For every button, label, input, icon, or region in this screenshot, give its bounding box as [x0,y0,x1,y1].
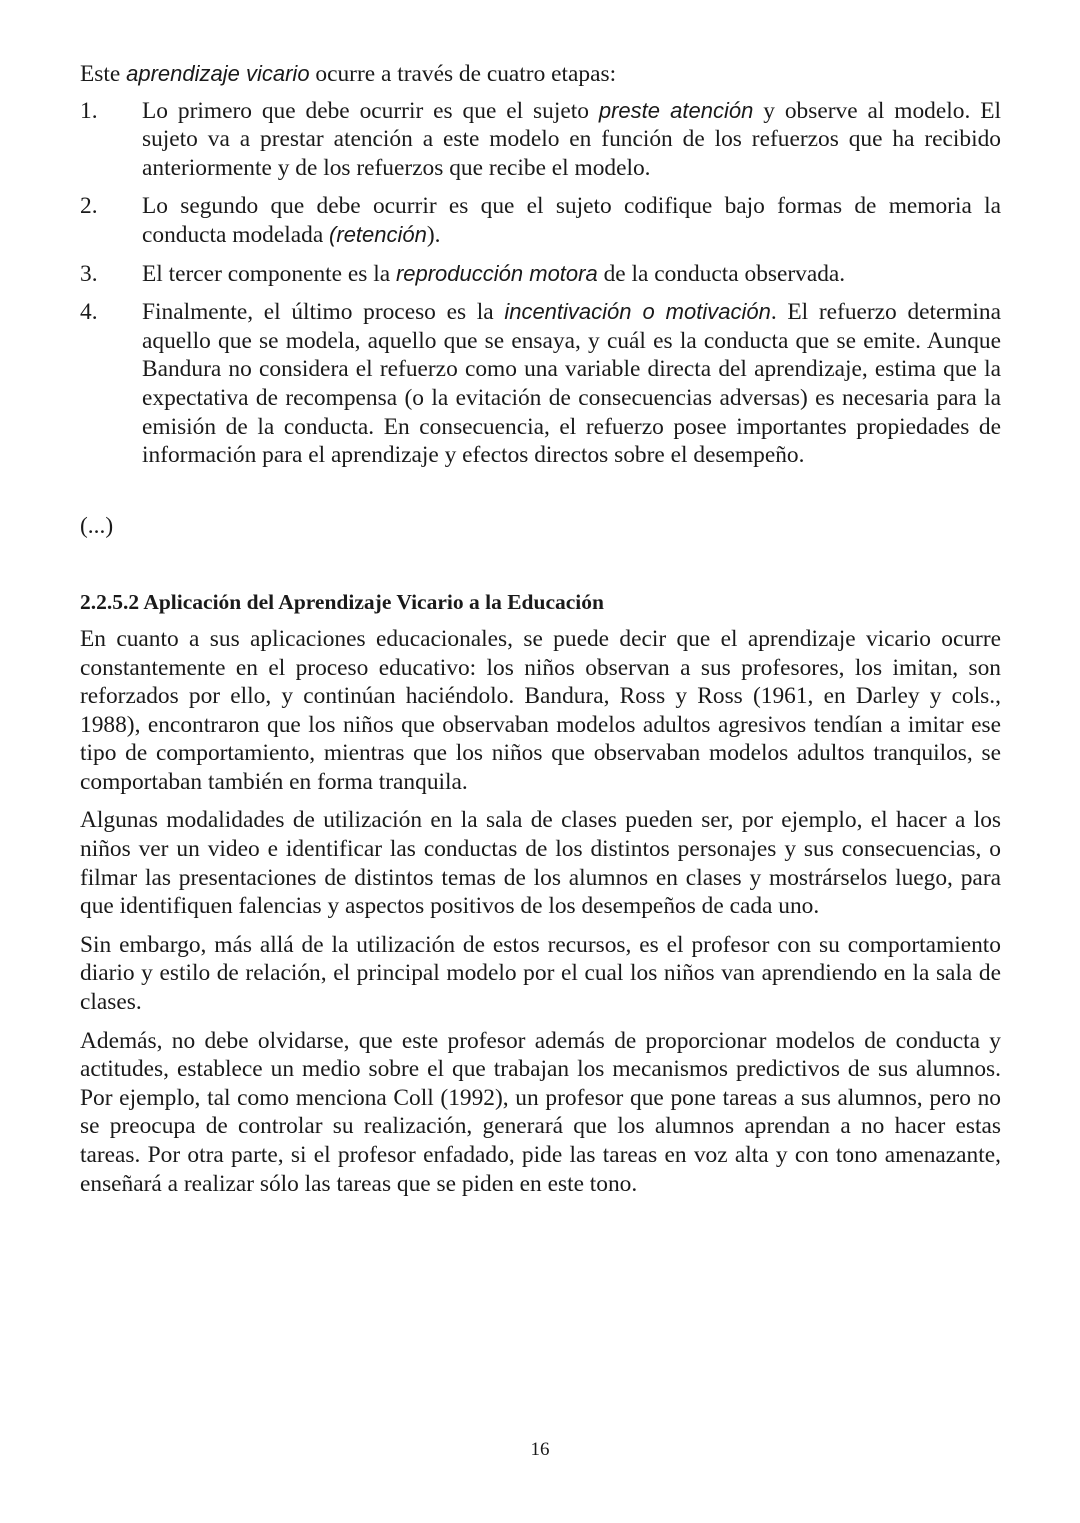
omission-marker: (...) [80,512,114,539]
list-item-number: 2. [80,193,98,220]
page-number: 16 [530,1439,550,1460]
section-heading: 2.2.5.2 Aplicación del Aprendizaje Vicario a la Educación [80,590,604,615]
list-item-italic-term: incentivación o motivación [504,299,771,325]
list-item-italic-term: reproducción motora [395,260,598,286]
stages-list [80,97,1001,470]
list-item-number: 3. [80,260,98,287]
list-item-text-before: Lo primero que debe ocurrir es que el sujeto [142,97,599,124]
intro-italic-term: aprendizaje vicario [126,61,310,86]
body-paragraph: En cuanto a sus aplicaciones educacionales, se puede decir que el aprendizaje vicario ocurre constantemente en el proceso educativo: los niños observan a sus profesores, los imitan, son reforzados por ello, y continúan haciéndolo. Bandura, Ross y Ross (1961, en Darley y cols., 1988), encontraron que los niños que observaban modelos adultos agresivos tendían a imitar ese tipo de comportamiento, mientras que los niños que observaban modelos adultos tranquilos, se comportaban también en forma tranquila. [80,625,1001,795]
list-item-text-before: El tercer componente es la [142,260,396,287]
list-item-text-after: ). [426,221,441,248]
list-item-number: 1. [80,97,98,124]
body-paragraph: Además, no debe olvidarse, que este profesor además de proporcionar modelos de conducta y actitudes, establece un medio sobre el que trabajan los mecanismos predictivos de sus alumnos. Por ejemplo, tal como menciona Coll (1992), un profesor que pone tareas a sus alumnos, pero no se preocupa de controlar su realización, generará que los alumnos aprendan a no hacer estas tareas. Por otra parte, si el profesor enfadado, pide las tareas en voz alta y con tono amenazante, enseñará a realizar sólo las tareas que se piden en este tono. [80,1027,1001,1197]
list-item-text-after: . El refuerzo determina aquello que se modela, aquello que se ensaya, y cuál es la conducta que se emite. Aunque Bandura no considera el refuerzo como una variable directa del aprendizaje, estima que la expectativa de recompensa (o la evitación de consecuencias adversas) es necesaria para la emisión de la conducta. En consecuencia, el refuerzo posee importantes propiedades de información para el aprendizaje y efectos directos sobre el desempeño. [142,299,1001,469]
list-item-italic-term: (retención [329,221,427,247]
body-paragraph: Algunas modalidades de utilización en la sala de clases pueden ser, por ejemplo, el hacer a los niños ver un video e identificar las conductas de los distintos personajes y sus consecuencias, o filmar las presentaciones de distintos temas de los alumnos en clases y mostrárselos luego, para que identifiquen falencias y aspectos positivos de los desempeños de cada uno. [80,807,1001,920]
body-paragraph: Sin embargo, más allá de la utilización de estos recursos, es el profesor con su comportamiento diario y estilo de relación, el principal modelo por el cual los niños van aprendiendo en la sala de clases. [80,931,1001,1016]
list-item [80,192,1001,249]
intro-sentence [80,60,1001,89]
list-item-text-before: Finalmente, el último proceso es la [142,299,505,326]
list-item-text-before: Lo segundo que debe ocurrir es que el sujeto codifique bajo formas de memoria la conducta modelada [142,193,1001,248]
list-item-italic-term: preste atención [598,97,754,123]
list-item [80,260,1001,289]
list-item [80,97,1001,183]
list-item [80,298,1001,470]
list-item-number: 4. [80,299,98,326]
intro-text-after: ocurre a través de cuatro etapas: [309,61,617,87]
intro-text-before: Este [80,61,127,87]
document-page [80,60,1001,1208]
list-item-text-after: y observe al modelo. El sujeto va a prestar atención a este modelo en función de los refuerzos que ha recibido anteriormente y de los refuerzos que recibe el modelo. [142,97,1002,181]
list-item-text-after: de la conducta observada. [597,260,846,287]
